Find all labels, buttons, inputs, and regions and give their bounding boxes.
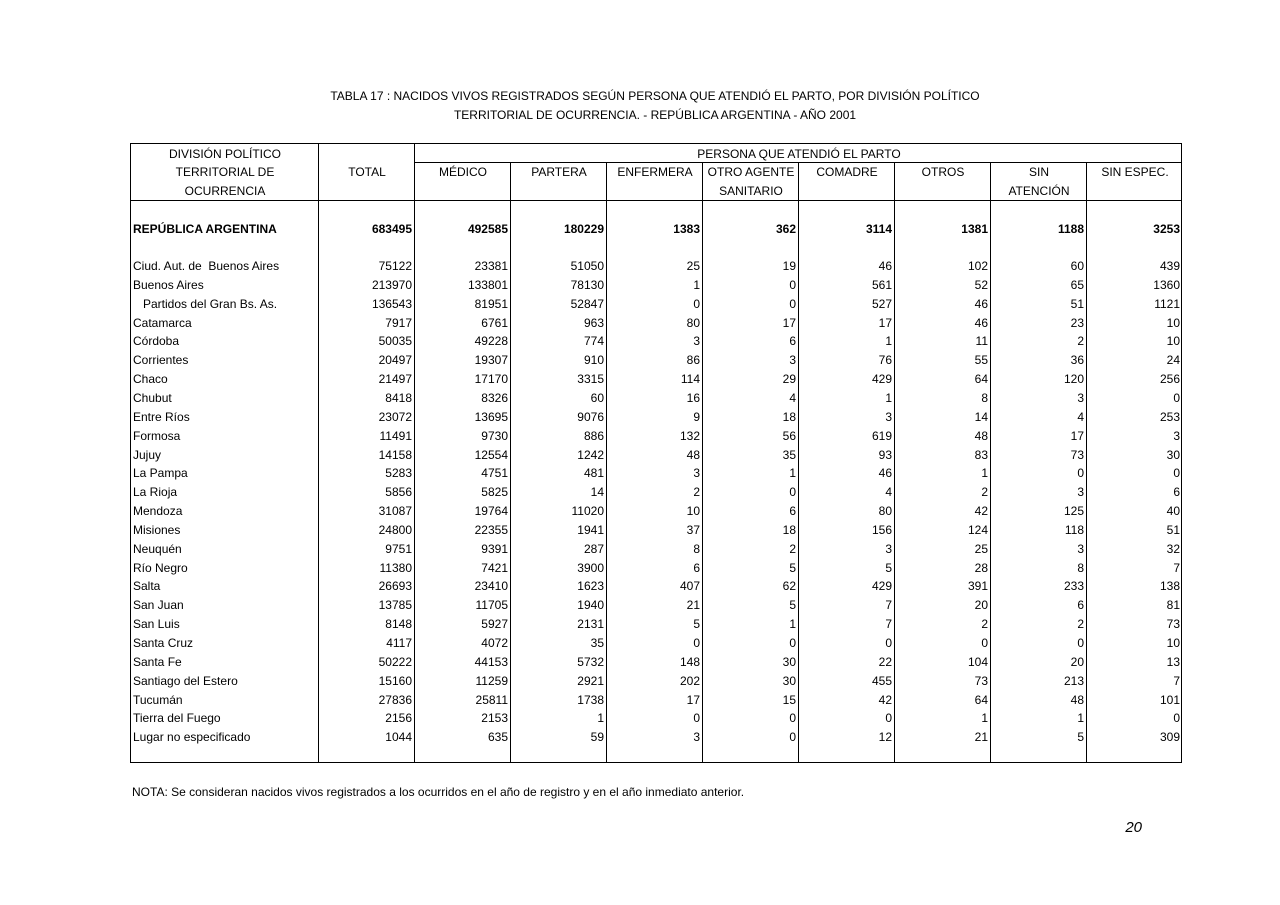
table-row-value: 26693: [378, 579, 412, 593]
table-row-value: 23072: [378, 410, 412, 424]
table-row-value: 1941: [577, 523, 604, 537]
table-row-value: 1738: [577, 693, 604, 707]
table-row-label: Catamarca: [133, 316, 192, 330]
table-row-value: 6: [1077, 598, 1084, 612]
table-row-value: 10: [1166, 316, 1180, 330]
table-row-value: 8418: [385, 391, 412, 405]
table-row-value: 2: [981, 617, 988, 631]
table-row-value: 5: [885, 561, 892, 575]
table-row-value: 14158: [378, 448, 412, 462]
table-row-value: 963: [583, 316, 604, 330]
table-row-value: 11491: [379, 429, 412, 443]
table-row-value: 50035: [378, 334, 412, 348]
table-row-value: 11259: [475, 674, 508, 688]
table-row-value: 6761: [481, 316, 508, 330]
table-row-value: 1940: [577, 598, 604, 612]
table-row-value: 9751: [385, 542, 412, 556]
table-row-value: 20: [974, 598, 988, 612]
table-row-value: 25: [974, 542, 988, 556]
table-row-value: 118: [1064, 523, 1084, 537]
table-row-value: 1: [981, 466, 988, 480]
table-row-value: 561: [871, 278, 892, 292]
header-sin-atencion-line-2: ATENCIÓN: [1008, 184, 1070, 198]
table-row-value: 774: [583, 334, 604, 348]
table-row-value: 0: [1173, 466, 1180, 480]
table-row-label: Mendoza: [133, 504, 183, 518]
table-row-value: 9: [693, 410, 700, 424]
table-row-value: 32: [1166, 542, 1180, 556]
table-row-value: 18: [782, 523, 796, 537]
table-row-value: 5825: [481, 485, 508, 499]
table-row-value: 3: [885, 542, 892, 556]
table-row-value: 481: [583, 466, 604, 480]
table-row-value: 23410: [474, 579, 508, 593]
table-row-value: 4117: [386, 636, 412, 650]
table-row-value: 35: [782, 448, 796, 462]
table-row-value: 52: [974, 278, 988, 292]
table-row-value: 30: [782, 655, 796, 669]
table-row-value: 8: [1077, 561, 1084, 575]
table-row-value: 10: [1166, 334, 1180, 348]
table-row-value: 76: [878, 353, 892, 367]
table-row-value: 1: [885, 334, 892, 348]
table-row-value: 156: [871, 523, 892, 537]
table-row-label: Partidos del Gran Bs. As.: [133, 297, 278, 311]
footnote: NOTA: Se consideran nacidos vivos registrados a los ocurridos en el año de registro y en el año inmediato anterior.: [132, 785, 745, 799]
table-row-value: 19307: [474, 353, 508, 367]
table-row-value: 52847: [570, 297, 604, 311]
table-row-value: 114: [680, 372, 700, 386]
table-row-value: 56: [782, 429, 796, 443]
table-row-value: 13785: [378, 598, 412, 612]
table-row-value: 3: [693, 334, 700, 348]
table-row-value: 2: [693, 485, 700, 499]
table-row-label: Chaco: [133, 372, 168, 386]
table-row-label: Salta: [133, 579, 161, 593]
page-number: 20: [1125, 819, 1142, 836]
table-row-value: 19: [782, 259, 796, 273]
table-row-value: 17170: [474, 372, 508, 386]
table-row-value: 1360: [1153, 278, 1180, 292]
table-row-value: 25811: [475, 693, 508, 707]
table-row-value: 8: [693, 542, 700, 556]
table-title-line-2: TERRITORIAL DE OCURRENCIA. - REPÚBLICA ARGENTINA - AÑO 2001: [453, 108, 857, 122]
table-row-value: 15: [782, 693, 796, 707]
table-row-label: Chubut: [133, 391, 172, 405]
table-row-value: 309: [1159, 730, 1180, 744]
table-row-value: 1: [597, 711, 604, 725]
table-row-value: 21: [974, 730, 988, 744]
table-row-value: 9391: [481, 542, 508, 556]
table-row-value: 11: [975, 334, 988, 348]
header-division-line-3: OCURRENCIA: [184, 184, 266, 198]
table-row-value: 253: [1159, 410, 1180, 424]
table-row-value: 25: [686, 259, 700, 273]
table-row-label: Tierra del Fuego: [133, 711, 221, 725]
table-row-value: 1: [693, 278, 700, 292]
table-row-value: 2153: [481, 711, 508, 725]
table-row-value: 5: [693, 617, 700, 631]
table-row-value: 7: [1173, 561, 1180, 575]
table-row-value: 75122: [378, 259, 412, 273]
table-row-value: 132: [679, 429, 700, 443]
table-row-value: 3: [1077, 542, 1084, 556]
table-row-value: 36: [1070, 353, 1084, 367]
table-row-value: 0: [1077, 636, 1084, 650]
table-row-value: 1044: [385, 730, 412, 744]
table-row-value: 10: [686, 504, 700, 518]
header-subdivider: [415, 162, 1181, 163]
table-row-value: 4751: [481, 466, 508, 480]
table-row-value: 0: [1173, 391, 1180, 405]
total-row-value: 180229: [563, 222, 604, 236]
table-row-value: 2131: [577, 617, 604, 631]
table-row-value: 124: [967, 523, 988, 537]
table-row-value: 23: [1070, 316, 1084, 330]
table-row-value: 5927: [481, 617, 508, 631]
table-row-value: 4072: [481, 636, 508, 650]
table-row-value: 7917: [385, 316, 412, 330]
total-row-value: 1188: [1057, 222, 1084, 236]
table-row-value: 429: [871, 579, 892, 593]
table-row-value: 886: [583, 429, 604, 443]
table-row-value: 49228: [474, 334, 508, 348]
table-row-label: Entre Ríos: [133, 410, 190, 424]
table-row-value: 429: [871, 372, 892, 386]
table-row-value: 5: [1077, 730, 1084, 744]
table-row-value: 2921: [577, 674, 604, 688]
table-row-value: 3: [1077, 391, 1084, 405]
header-sin-espec: SIN ESPEC.: [1101, 165, 1169, 179]
table-row-value: 1623: [577, 579, 604, 593]
table-row-value: 5: [789, 598, 796, 612]
table-row-value: 17: [782, 316, 796, 330]
table-row-value: 0: [981, 636, 988, 650]
table-row-value: 64: [974, 372, 988, 386]
table-row-value: 14: [590, 485, 604, 499]
table-row-value: 46: [974, 316, 988, 330]
table-row-value: 0: [1173, 711, 1180, 725]
header-persona-group: PERSONA QUE ATENDIÓ EL PARTO: [697, 147, 901, 161]
table-row-value: 22355: [474, 523, 508, 537]
table-row-value: 11705: [475, 598, 508, 612]
table-row-value: 13: [1166, 655, 1180, 669]
total-row-value: 1381: [961, 222, 988, 236]
table-row-value: 30: [782, 674, 796, 688]
table-row-value: 37: [686, 523, 700, 537]
table-row-label: Córdoba: [133, 334, 180, 348]
table-row-value: 0: [789, 711, 796, 725]
table-row-value: 18: [782, 410, 796, 424]
table-row-value: 20497: [378, 353, 412, 367]
total-row-value: 492585: [467, 222, 508, 236]
table-row-label: San Luis: [133, 617, 180, 631]
table-row-value: 86: [686, 353, 700, 367]
table-row-value: 287: [583, 542, 604, 556]
table-row-value: 30: [1166, 448, 1180, 462]
table-row-value: 0: [885, 711, 892, 725]
table-row-value: 59: [590, 730, 604, 744]
table-row-value: 233: [1063, 579, 1084, 593]
table-row-value: 21: [686, 598, 700, 612]
table-row-value: 2: [981, 485, 988, 499]
table-row-value: 51: [1070, 297, 1084, 311]
table-row-value: 0: [789, 278, 796, 292]
table-row-value: 7: [1173, 674, 1180, 688]
total-row-value: 3114: [865, 222, 892, 236]
table-row-value: 148: [679, 655, 700, 669]
table-row-value: 202: [679, 674, 700, 688]
table-row-value: 65: [1070, 278, 1084, 292]
table-row-value: 83: [974, 448, 988, 462]
table-row-value: 73: [1070, 448, 1084, 462]
header-divider: [131, 200, 1181, 201]
table-row-value: 8: [981, 391, 988, 405]
table-row-value: 17: [686, 693, 700, 707]
table-row-value: 910: [583, 353, 604, 367]
table-row-value: 1: [1077, 711, 1084, 725]
table-row-value: 24800: [378, 523, 412, 537]
table-row-value: 17: [1070, 429, 1084, 443]
table-row-value: 13695: [474, 410, 508, 424]
table-row-label: Misiones: [133, 523, 181, 537]
table-row-value: 407: [679, 579, 700, 593]
table-row-value: 0: [693, 636, 700, 650]
total-row-value: 362: [775, 222, 796, 236]
table-row-value: 136543: [371, 297, 412, 311]
table-row-value: 0: [789, 485, 796, 499]
table-row-value: 60: [590, 391, 604, 405]
table-row-value: 527: [871, 297, 892, 311]
table-row-value: 48: [1070, 693, 1084, 707]
table-row-value: 1242: [577, 448, 604, 462]
table-row-value: 4: [885, 485, 892, 499]
table-row-value: 4: [789, 391, 796, 405]
table-row-value: 0: [789, 730, 796, 744]
total-row-value: 3253: [1153, 222, 1180, 236]
table-row-value: 23381: [474, 259, 508, 273]
table-row-value: 40: [1166, 504, 1180, 518]
table-row-value: 44153: [474, 655, 508, 669]
table-row-value: 5: [789, 561, 796, 575]
table-row-value: 73: [1166, 617, 1180, 631]
table-row-value: 24: [1166, 353, 1180, 367]
table-row-value: 6: [693, 561, 700, 575]
header-otro-agente-line-2: SANITARIO: [719, 184, 783, 198]
table-row-value: 619: [871, 429, 892, 443]
table-row-value: 48: [974, 429, 988, 443]
table-row-value: 0: [1077, 466, 1084, 480]
table-row-value: 2156: [385, 711, 412, 725]
table-row-value: 46: [878, 259, 892, 273]
header-partera: PARTERA: [531, 165, 587, 179]
header-otro-agente-line-1: OTRO AGENTE: [707, 165, 795, 179]
table-title-line-1: TABLA 17 : NACIDOS VIVOS REGISTRADOS SEGÚN PERSONA QUE ATENDIÓ EL PARTO, POR DIVISIÓN POLÍTICO: [330, 89, 980, 103]
table-row-label: Corrientes: [133, 353, 189, 367]
table-row-value: 8148: [385, 617, 412, 631]
header-division-line-2: TERRITORIAL DE: [175, 165, 275, 179]
table-row-value: 3: [693, 730, 700, 744]
table-row-value: 101: [1159, 693, 1180, 707]
table-row-label: Santa Fe: [133, 655, 182, 669]
table-row-value: 81: [1166, 598, 1180, 612]
header-total: TOTAL: [348, 165, 386, 179]
table-row-value: 42: [974, 504, 988, 518]
table-row-label: La Rioja: [133, 485, 178, 499]
table-row-value: 5732: [577, 655, 604, 669]
table-row-value: 9730: [481, 429, 508, 443]
table-row-value: 0: [789, 636, 796, 650]
header-enfermera: ENFERMERA: [617, 165, 693, 179]
table-row-label: Neuquén: [133, 542, 182, 556]
total-row-value: 683495: [371, 222, 412, 236]
table-row-value: 51050: [570, 259, 604, 273]
table-row-value: 42: [878, 693, 892, 707]
table-row-value: 81951: [474, 297, 508, 311]
table-row-label: Ciud. Aut. de Buenos Aires: [133, 259, 280, 273]
table-row-value: 12554: [474, 448, 508, 462]
header-sin-atencion-line-1: SIN: [1028, 165, 1049, 179]
table-row-label: Río Negro: [133, 561, 188, 575]
table-row-label: Santa Cruz: [133, 636, 194, 650]
table-row-value: 46: [878, 466, 892, 480]
table-row-value: 64: [974, 693, 988, 707]
table-row-value: 455: [871, 674, 892, 688]
table-row-value: 5856: [385, 485, 412, 499]
header-division-line-1: DIVISIÓN POLÍTICO: [168, 147, 282, 161]
table-row-value: 635: [487, 730, 508, 744]
table-row-value: 48: [686, 448, 700, 462]
header-comadre: COMADRE: [816, 165, 878, 179]
table-row-value: 3315: [577, 372, 604, 386]
table-row-value: 104: [967, 655, 988, 669]
table-row-value: 22: [878, 655, 892, 669]
table-row-label: San Juan: [133, 598, 184, 612]
table-row-value: 16: [686, 391, 700, 405]
table-row-value: 0: [885, 636, 892, 650]
table-row-value: 3: [1077, 485, 1084, 499]
table-row-value: 21497: [378, 372, 412, 386]
table-row-value: 28: [974, 561, 988, 575]
table-row-value: 102: [967, 259, 988, 273]
table-row-value: 0: [789, 297, 796, 311]
table-row-value: 50222: [378, 655, 412, 669]
table-row-value: 125: [1063, 504, 1084, 518]
table-row-value: 11380: [379, 561, 412, 575]
table-row-value: 55: [974, 353, 988, 367]
table-row-value: 4: [1077, 410, 1084, 424]
table-row-value: 1121: [1154, 297, 1180, 311]
table-row-value: 14: [974, 410, 988, 424]
table-row-value: 93: [878, 448, 892, 462]
table-row-label: Tucumán: [133, 693, 183, 707]
table-row-value: 12: [878, 730, 892, 744]
table-row-value: 1: [885, 391, 892, 405]
table-row-value: 51: [1166, 523, 1180, 537]
table-row-label: Jujuy: [133, 448, 162, 462]
table-row-value: 27836: [378, 693, 412, 707]
table-row-value: 6: [1173, 485, 1180, 499]
data-table: [130, 143, 1182, 763]
table-row-label: Lugar no especificado: [133, 730, 251, 744]
table-row-value: 62: [782, 579, 796, 593]
table-row-value: 7: [885, 617, 892, 631]
table-row-value: 1: [789, 617, 796, 631]
table-row-value: 20: [1070, 655, 1084, 669]
table-row-value: 213: [1063, 674, 1084, 688]
table-row-value: 6: [789, 334, 796, 348]
table-row-value: 6: [789, 504, 796, 518]
table-row-value: 0: [693, 297, 700, 311]
table-row-value: 17: [878, 316, 892, 330]
table-row-value: 8326: [481, 391, 508, 405]
table-row-value: 3: [1173, 429, 1180, 443]
table-row-value: 439: [1159, 259, 1180, 273]
table-row-value: 2: [789, 542, 796, 556]
table-row-value: 19764: [474, 504, 508, 518]
table-row-value: 60: [1070, 259, 1084, 273]
table-row-value: 120: [1063, 372, 1084, 386]
total-row-value: 1383: [673, 222, 700, 236]
table-row-value: 7: [885, 598, 892, 612]
table-row-value: 15160: [378, 674, 412, 688]
table-row-value: 1: [981, 711, 988, 725]
table-row-value: 31087: [378, 504, 412, 518]
table-row-value: 3: [885, 410, 892, 424]
table-row-value: 80: [878, 504, 892, 518]
header-otros: OTROS: [921, 165, 965, 179]
table-row-label: La Pampa: [133, 466, 188, 480]
table-row-value: 138: [1159, 579, 1180, 593]
table-row-value: 80: [686, 316, 700, 330]
table-row-value: 5283: [385, 466, 412, 480]
table-row-value: 7421: [481, 561, 508, 575]
table-row-label: Formosa: [133, 429, 181, 443]
table-row-value: 256: [1159, 372, 1180, 386]
table-row-value: 73: [974, 674, 988, 688]
table-row-value: 46: [974, 297, 988, 311]
table-row-value: 9076: [577, 410, 604, 424]
table-row-value: 391: [967, 579, 988, 593]
total-row-label: REPÚBLICA ARGENTINA: [133, 222, 277, 236]
table-row-label: Santiago del Estero: [133, 674, 238, 688]
table-row-value: 29: [782, 372, 796, 386]
table-row-value: 78130: [570, 278, 604, 292]
table-row-value: 3900: [577, 561, 604, 575]
table-row-value: 0: [693, 711, 700, 725]
table-row-value: 3: [789, 353, 796, 367]
table-row-value: 11020: [571, 504, 604, 518]
table-row-value: 133801: [467, 278, 508, 292]
table-row-value: 213970: [371, 278, 412, 292]
table-row-label: Buenos Aires: [133, 278, 204, 292]
table-row-value: 10: [1166, 636, 1180, 650]
table-row-value: 3: [693, 466, 700, 480]
header-medico: MÉDICO: [439, 165, 487, 179]
table-row-value: 2: [1077, 617, 1084, 631]
table-row-value: 1: [789, 466, 796, 480]
table-row-value: 2: [1077, 334, 1084, 348]
table-row-value: 35: [590, 636, 604, 650]
